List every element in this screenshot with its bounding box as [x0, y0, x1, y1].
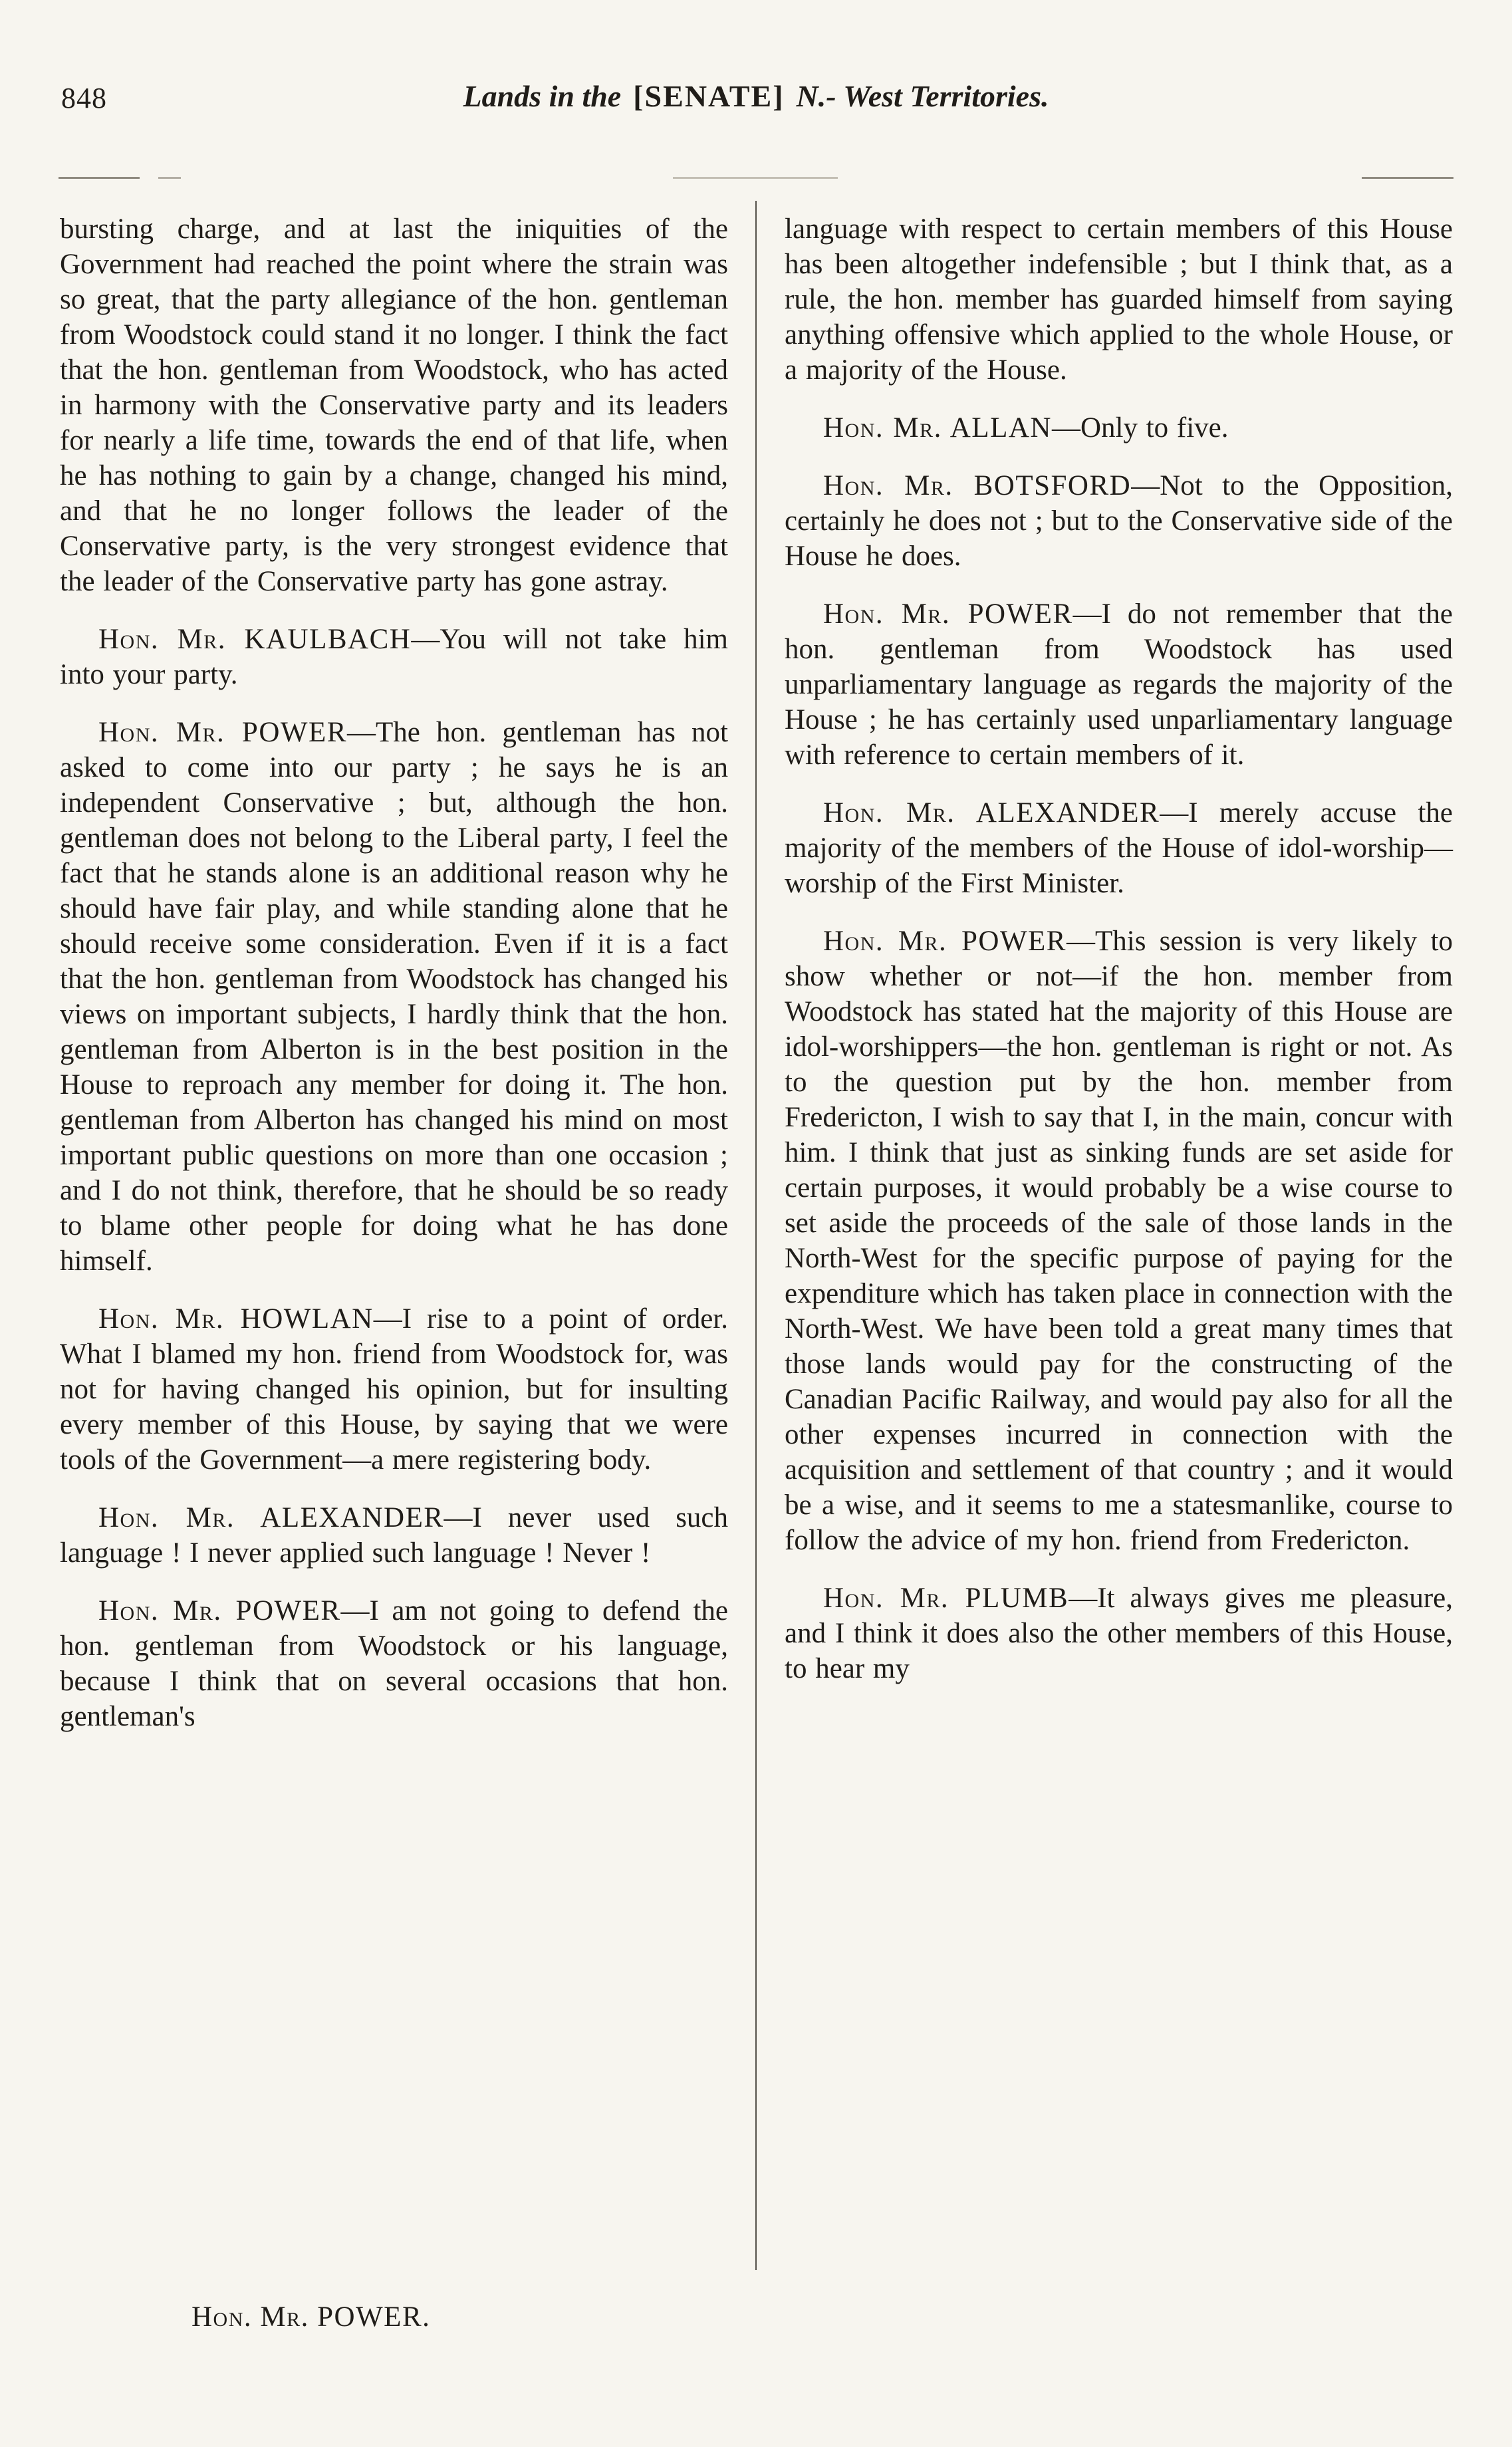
column-left — [60, 211, 728, 1734]
speaker-name: Hon. Mr. POWER — [98, 717, 347, 748]
speaker-name: Hon. Mr. POWER — [823, 926, 1067, 957]
page-title — [60, 78, 1452, 114]
speech-paragraph: Hon. Mr. KAULBACH—You will not take him into your party. — [60, 624, 728, 690]
speaker-name: Hon. Mr. HOWLAN — [98, 1303, 374, 1335]
speaker-name: Hon. Mr. POWER — [823, 598, 1073, 630]
speech-paragraph: Hon. Mr. HOWLAN—I rise to a point of order. What I blamed my hon. friend from Woodstock for, was not for having changed his opinion, but for insulting every member of this House, by saying that we were tools of the Government—a mere registering body. — [60, 1303, 728, 1476]
column-right — [785, 211, 1453, 1686]
speech-paragraph: Hon. Mr. ALEXANDER—I never used such language ! I never applied such language ! Never ! — [60, 1502, 729, 1569]
speaker-name: Hon. Mr. ALLAN — [823, 412, 1052, 444]
speaker-name: Hon. Mr. ALEXANDER — [98, 1502, 444, 1533]
page-number: 848 — [61, 82, 107, 114]
speech-paragraph: Hon. Mr. POWER—The hon. gentleman has not asked to come into our party ; he says he is an independent Conservative ; but, although the hon. gentleman does not belong to the Liberal party, I feel the fact that he stands alone is an additional reason why he should have fair play, and while standing alone that he should receive some consideration. Even if it is a fact that the hon. gentleman from Woodstock has changed his views on important subjects, I hardly think that the hon. gentleman from Alberton is in the best position in the House to reproach any member for doing it. The hon. gentleman from Alberton has changed his mind on most important public questions on more than one occasion ; and I do not think, therefore, that he should be so ready to blame other people for doing what he has done himself. — [60, 717, 728, 1277]
column-divider — [755, 201, 757, 2270]
speech-paragraph: Hon. Mr. POWER—I do not remember that the hon. gentleman from Woodstock has used unparliamentary language as regards the majority of the House ; he has certainly used unparliamentary language with reference to certain members of it. — [785, 598, 1453, 771]
title-part-center: [SENATE] — [633, 79, 785, 113]
speaker-name: Hon. Mr. POWER — [98, 1595, 341, 1626]
rule-segment — [673, 177, 838, 179]
rule-segment — [1362, 177, 1453, 179]
continuation-paragraph: bursting charge, and at last the iniquities of the Government had reached the point where the strain was so great, that the party allegiance of the hon. gentleman from Woodstock could stand it no longer. I think the fact that the hon. gentleman from Woodstock, who has acted in harmony with the Conservative party and its leaders for nearly a life time, towards the end of that life, when he has nothing to gain by a change, changed his mind, and that he no longer follows the leader of the Conservative party, is the very strongest evidence that the leader of the Conservative party has gone astray. — [60, 213, 728, 597]
speech-paragraph: Hon. Mr. BOTSFORD—Not to the Opposition, certainly he does not ; but to the Conservative side of the House he does. — [785, 470, 1453, 572]
header-rule — [0, 177, 1512, 181]
continuation-paragraph: language with respect to certain members of this House has been altogether indefensible ; but I think that, as a rule, the hon. member has guarded himself from saying anything offensive which applied to the whole House, or a majority of the House. — [785, 213, 1453, 386]
speech-paragraph: Hon. Mr. ALLAN—Only to five. — [823, 412, 1229, 444]
title-part-right: N.- West Territories. — [796, 79, 1049, 113]
speech-paragraph: Hon. Mr. ALEXANDER—I merely accuse the majority of the members of the House of idol-worship—worship of the First Minister. — [785, 797, 1453, 899]
speaker-name: Hon. Mr. ALEXANDER — [823, 797, 1160, 829]
speech-paragraph: Hon. Mr. PLUMB—It always gives me pleasure, and I think it does also the other members of this House, to hear my — [785, 1583, 1453, 1684]
speech-paragraph: Hon. Mr. POWER—I am not going to defend the hon. gentleman from Woodstock or his language, because I think that on several occasions that hon. gentleman's — [60, 1595, 728, 1732]
catchword-footer: Hon. Mr. POWER. — [191, 2301, 431, 2333]
speaker-name: Hon. Mr. BOTSFORD — [823, 470, 1132, 501]
page-header — [60, 78, 1452, 121]
speaker-name: Hon. Mr. PLUMB — [823, 1583, 1069, 1614]
speaker-name: Hon. Mr. KAULBACH — [98, 624, 412, 655]
title-part-left: Lands in the — [463, 79, 622, 113]
rule-segment — [59, 177, 140, 179]
rule-segment — [158, 177, 181, 179]
speech-paragraph: Hon. Mr. POWER—This session is very likely to show whether or not—if the hon. member from Woodstock has stated hat the majority of this House are idol-worshippers—the hon. gentleman is right or not. As to the question put by the hon. member from Fredericton, I wish to say that I, in the main, concur with him. I think that just as sinking funds are set aside for certain purposes, it would probably be a wise course to set aside the proceeds of the sale of those lands in the North-West for the specific purpose of paying for the expenditure which has taken place in connection with the North-West. We have been told a great many times that those lands would pay for the constructing of the Canadian Pacific Railway, and would pay also for all the other expenses incurred in connection with the acquisition and settlement of that country ; and it would be a wise, and it seems to me a statesmanlike, course to follow the advice of my hon. friend from Fredericton. — [785, 926, 1453, 1556]
